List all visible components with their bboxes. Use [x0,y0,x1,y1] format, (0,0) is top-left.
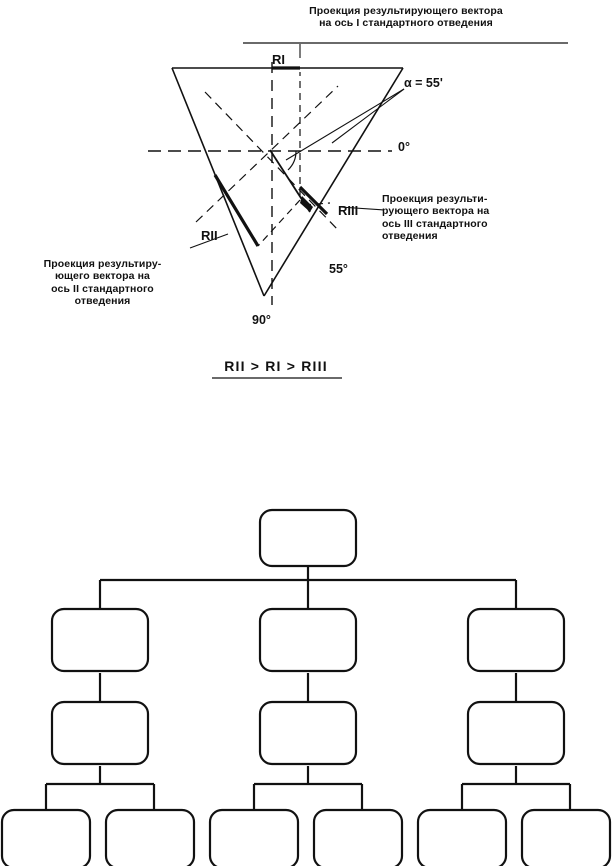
node-level4-b1 [210,810,298,866]
node-level4-c1 [418,810,506,866]
node-level3-b [260,702,356,764]
alpha-angle-arc [288,151,296,170]
node-root [260,510,356,566]
caption-projection-lead-III-line2: рующего вектора на [382,205,490,218]
projection-bar-RII [215,175,258,246]
alpha-leader-line-2 [332,89,404,143]
node-level4-b2 [314,810,402,866]
caption-projection-lead-II [10,258,195,308]
caption-projection-lead-I-line1: Проекция результирующего вектора [309,5,503,17]
label-RIII: RIII [338,203,359,218]
caption-projection-lead-III-line3: ось III стандартного [382,217,488,230]
label-alpha: α = 55' [404,76,443,90]
label-55-degrees: 55° [329,262,348,276]
node-level3-c [468,702,564,764]
node-level4-a1 [2,810,90,866]
node-level2-a [52,609,148,671]
caption-projection-lead-I-line2: на ось I стандартного отведения [319,17,493,30]
caption-projection-lead-II-line1: Проекция результиру- [43,258,162,270]
caption-projection-lead-III-line1: Проекция результи- [382,193,488,205]
caption-projection-lead-II-line3: ось II стандартного [51,282,154,295]
node-level4-c2 [522,810,610,866]
node-level4-a2 [106,810,194,866]
caption-projection-lead-I [236,5,576,30]
label-RII: RII [201,228,218,243]
label-RI: RI [272,52,285,67]
alpha-leader-line [286,89,404,160]
hierarchy-chart-figure [0,470,616,866]
einthoven-triangle-figure [0,0,616,400]
caption-projection-lead-II-line2: ющего вектора на [54,270,150,283]
node-level3-a [52,702,148,764]
caption-projection-lead-II-line4: отведения [74,295,131,308]
caption-projection-lead-III [382,193,562,243]
label-0-degrees: 0° [398,140,410,154]
label-90-degrees: 90° [252,313,271,327]
inequality-expression: RII > RI > RIII [224,358,328,374]
hierarchy-chart-svg [0,470,616,866]
node-level2-b [260,609,356,671]
projection-line-to-lead-II [258,200,300,246]
caption-projection-lead-III-line4: отведения [382,230,438,243]
node-level2-c [468,609,564,671]
